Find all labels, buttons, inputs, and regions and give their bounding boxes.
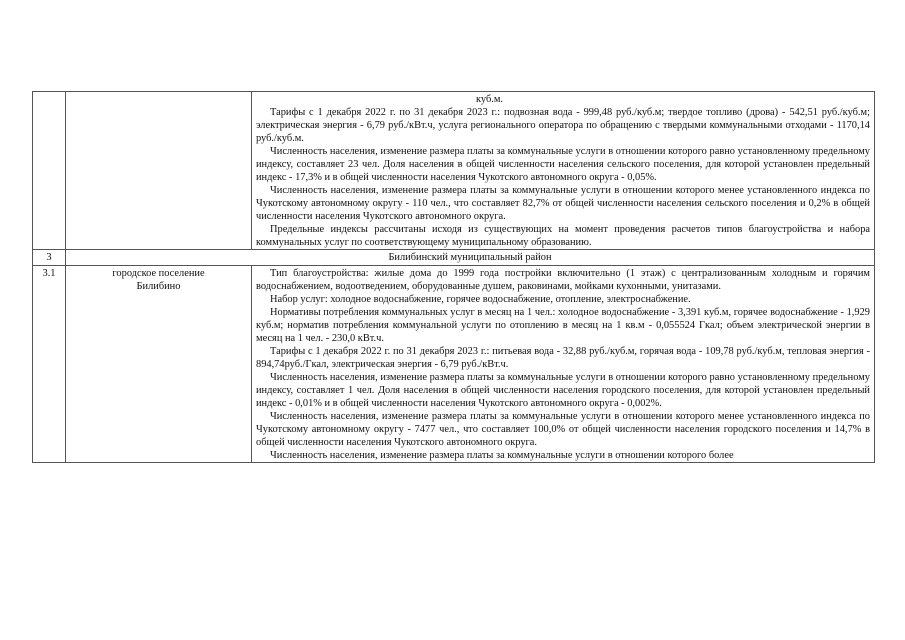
district-row [33, 250, 875, 266]
row-number-cell [33, 92, 66, 250]
paragraph: Тарифы с 1 декабря 2022 г. по 31 декабря 2023 г.: питьевая вода - 32,88 руб./куб.м, горячая вода - 109,78 руб./куб.м, тепловая энергия - 894,74руб./Гкал, электрическая энергия - 6,79 руб./кВт.ч. [256, 346, 870, 370]
settlement-cell [66, 92, 252, 250]
paragraph: Численность населения, изменение размера платы за коммунальные услуги в отношении которого равно установленному предельному индексу, составляет 1 чел. Доля населения в общей численности населения городского поселения, для которой установлен предельный индекс - 0,01% и в общей численности населения Чукотского автономного округа - 0,002%. [256, 372, 870, 409]
paragraph: Нормативы потребления коммунальных услуг в месяц на 1 чел.: холодное водоснабжение - 3,391 куб.м, горячее водоснабжение - 1,929 куб.м; норматив потребления коммунальной услуги по отоплению в месяц на 1 кв.м - 0,055524 Гкал; объем электрической энергии в месяц на 1 чел. - 230,0 кВт.ч. [256, 307, 870, 344]
table-row [33, 266, 875, 463]
paragraph: Численность населения, изменение размера платы за коммунальные услуги в отношении которого более [270, 450, 734, 461]
paragraph: Предельные индексы рассчитаны исходя из существующих на момент проведения расчетов типов благоустройства и набора коммунальных услуг по соответствующему муниципальному образованию. [256, 224, 870, 248]
table-row [33, 92, 875, 250]
settlement-cell [66, 266, 252, 463]
settlement-name-line2: Билибино [136, 281, 181, 292]
settlement-name-line1: городское поселение [112, 268, 205, 279]
paragraph: Численность населения, изменение размера платы за коммунальные услуги в отношении которого менее установленного индекса по Чукотскому автономному округу - 7477 чел., что составляет 100,0% от общей численности населения городского поселения и 14,7% в общей численности населения Чукотского автономного округа. [256, 411, 870, 448]
paragraph: куб.м. [476, 94, 504, 105]
paragraph: Численность населения, изменение размера платы за коммунальные услуги в отношении которого равно установленному предельному индексу, составляет 23 чел. Доля населения в общей численности населения сельского поселения, для которой установлен предельный индекс - 17,3% и в общей численности населения Чукотского автономного округа - 0,05%. [256, 146, 870, 183]
district-number: 3 [33, 250, 66, 266]
paragraph: Набор услуг: холодное водоснабжение, горячее водоснабжение, отопление, электроснабжение. [270, 294, 691, 305]
paragraph: Тарифы с 1 декабря 2022 г. по 31 декабря 2023 г.: подвозная вода - 999,48 руб./куб.м; твердое топливо (дрова) - 542,51 руб./куб.м; электрическая энергия - 6,79 руб./кВт.ч, услуга регионального оператора по обращению с твердыми коммунальными отходами - 1170,14 руб./куб.м. [256, 107, 870, 144]
paragraph: Численность населения, изменение размера платы за коммунальные услуги в отношении которого менее установленного индекса по Чукотскому автономному округу - 110 чел., что составляет 82,7% от общей численности населения сельского поселения и 0,2% в общей численности населения Чукотского автономного округа. [256, 185, 870, 222]
district-name: Билибинский муниципальный район [66, 250, 875, 266]
description-cell [252, 92, 875, 250]
description-cell [252, 266, 875, 463]
document-table [32, 91, 875, 463]
paragraph: Тип благоустройства: жилые дома до 1999 года постройки включительно (1 этаж) с централизованным холодным и горячим водоснабжением, водоотведением, оборудованные душем, раковинами, мойками кухонными, унитазами. [256, 268, 870, 292]
row-number-cell: 3.1 [33, 266, 66, 463]
